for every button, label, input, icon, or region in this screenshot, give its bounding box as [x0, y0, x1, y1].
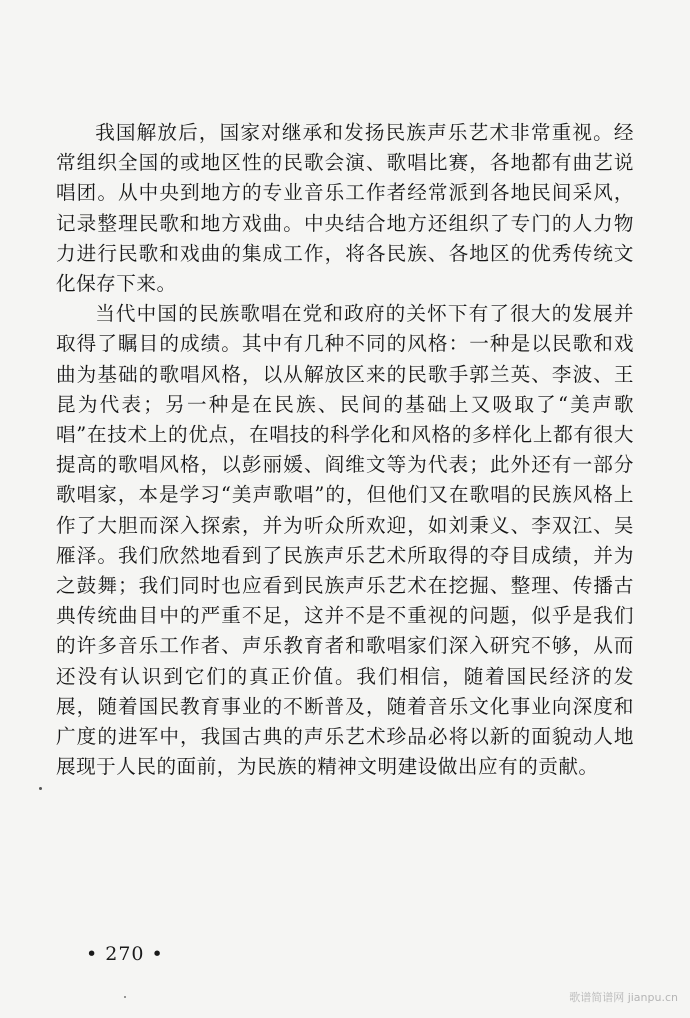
scan-speck: [124, 996, 126, 998]
paragraph-1: 我国解放后，国家对继承和发扬民族声乐艺术非常重视。经常组织全国的或地区性的民歌会演、歌唱比赛，各地都有曲艺说唱团。从中央到地方的专业音乐工作者经常派到各地民间采风，记录整理民歌和地方戏曲。中央结合地方还组织了专门的人力物力进行民歌和戏曲的集成工作，将各民族、各地区的优秀传统文化保存下来。: [56, 121, 634, 296]
site-watermark: 歌谱简谱网 jianpu.cn: [569, 991, 678, 1004]
scan-speck: [39, 787, 42, 790]
page-number: • 270 •: [86, 943, 164, 965]
paragraph-2: 当代中国的民族歌唱在党和政府的关怀下有了很大的发展并取得了瞩目的成绩。其中有几种不同的风格：一种是以民歌和戏曲为基础的歌唱风格，以从解放区来的民歌手郭兰英、李波、王昆为代表；另一种是在民族、民间的基础上又吸取了“美声歌唱”在技术上的优点，在唱技的科学化和风格的多样化上都有很大提高的歌唱风格，以彭丽媛、阎维文等为代表；此外还有一部分歌唱家，本是学习“美声歌唱”的，但他们又在歌唱的民族风格上作了大胆而深入探索，并为听众所欢迎，如刘秉义、李双江、吴雁泽。我们欣然地看到了民族声乐艺术所取得的夺目成绩，并为之鼓舞；我们同时也应看到民族声乐艺术在挖掘、整理、传播古典传统曲目中的严重不足，这并不是不重视的问题，似乎是我们的许多音乐工作者、声乐教育者和歌唱家们深入研究不够，从而还没有认识到它们的真正价值。我们相信，随着国民经济的发展，随着国民教育事业的不断普及，随着音乐文化事业向深度和广度的进军中，我国古典的声乐艺术珍品必将以新的面貌动人地展现于人民的面前，为民族的精神文明建设做出应有的贡献。: [56, 302, 634, 779]
body-text: [56, 118, 634, 782]
